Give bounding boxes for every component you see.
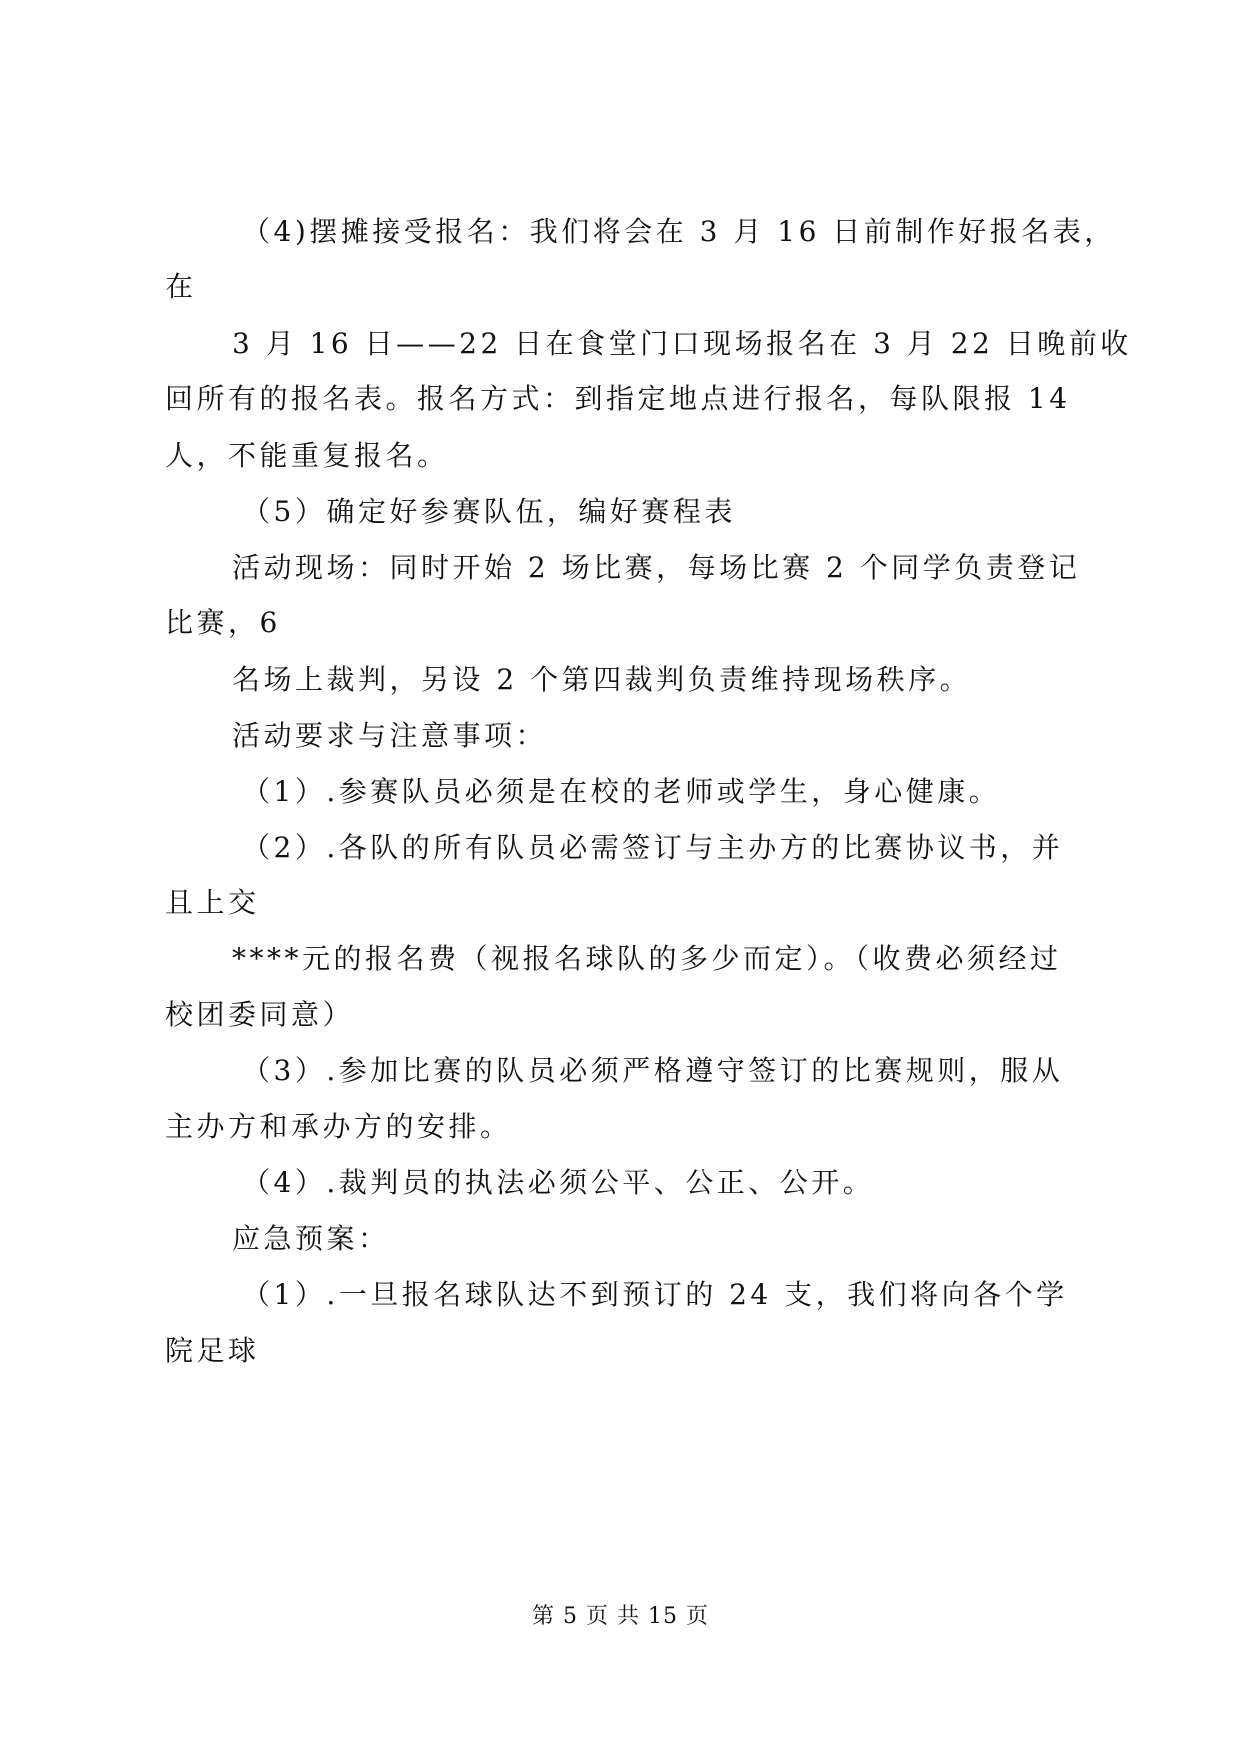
text-line: 在 — [165, 270, 197, 303]
text-line: 3 月 16 日——22 日在食堂门口现场报名在 3 月 22 日晚前收 — [232, 327, 1132, 360]
text-line: （4)摆摊接受报名：我们将会在 3 月 16 日前制作好报名表， — [242, 215, 1116, 248]
text-line: （2）.各队的所有队员必需签订与主办方的比赛协议书，并 — [242, 831, 1064, 864]
text-line: 比赛，6 — [165, 606, 281, 639]
text-line: （1）.参赛队员必须是在校的老师或学生，身心健康。 — [242, 775, 1001, 808]
text-line: 且上交 — [165, 886, 260, 919]
text-line: （1）.一旦报名球队达不到预订的 24 支，我们将向各个学 — [242, 1278, 1068, 1311]
text-line: 活动现场：同时开始 2 场比赛，每场比赛 2 个同学负责登记 — [232, 551, 1081, 584]
page-number-footer: 第 5 页 共 15 页 — [532, 1604, 709, 1629]
text-line: 名场上裁判，另设 2 个第四裁判负责维持现场秩序。 — [232, 663, 972, 696]
text-line: 应急预案： — [232, 1222, 390, 1255]
text-line: （4）.裁判员的执法必须公平、公正、公开。 — [242, 1166, 875, 1199]
text-line: 校团委同意） — [165, 998, 355, 1031]
text-line: 回所有的报名表。报名方式：到指定地点进行报名，每队限报 14 — [165, 382, 1071, 415]
text-line: 人，不能重复报名。 — [165, 439, 449, 472]
text-line: 院足球 — [165, 1334, 260, 1367]
text-line: 活动要求与注意事项： — [232, 719, 548, 752]
text-line: ****元的报名费（视报名球队的多少而定）。（收费必须经过 — [232, 942, 1062, 975]
text-line: （3）.参加比赛的队员必须严格遵守签订的比赛规则，服从 — [242, 1054, 1064, 1087]
text-line: （5）确定好参赛队伍，编好赛程表 — [242, 495, 736, 528]
text-line: 主办方和承办方的安排。 — [165, 1110, 512, 1143]
